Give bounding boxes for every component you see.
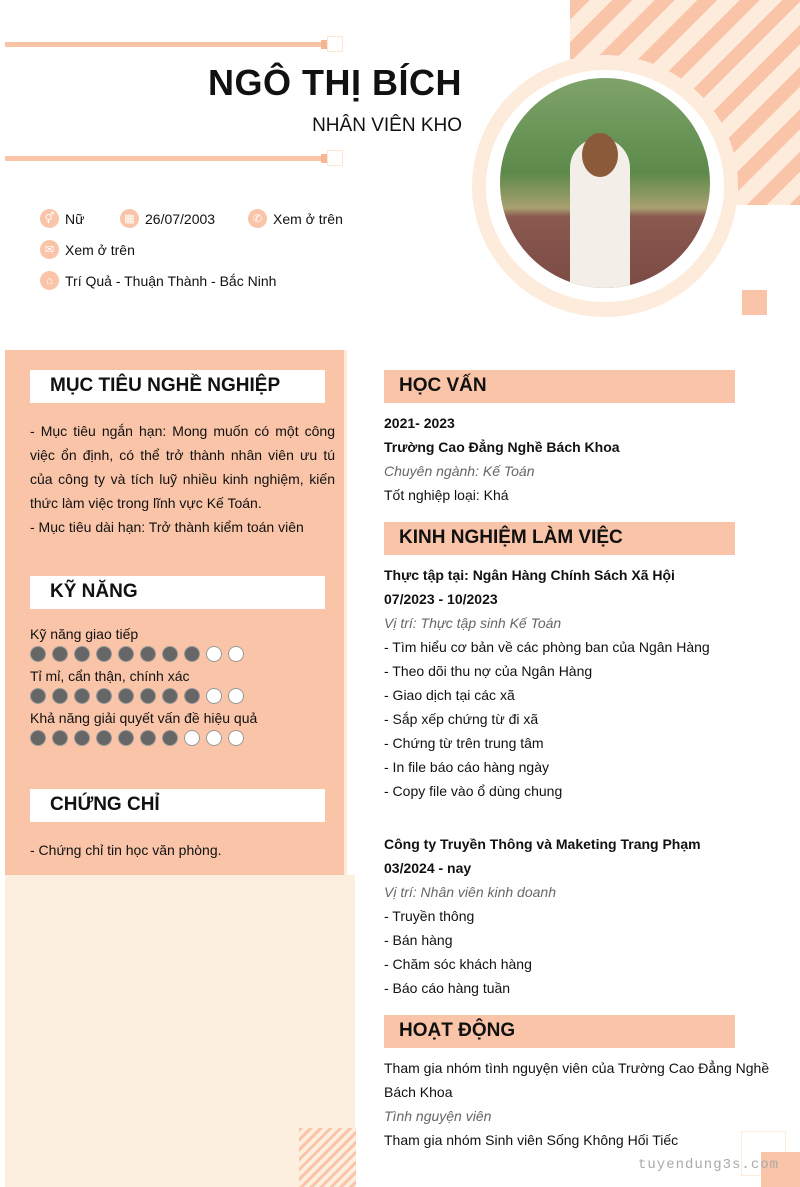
skill-rating	[30, 730, 330, 746]
address-info	[40, 271, 276, 290]
gender-icon: ⚥	[40, 209, 59, 228]
rating-dot	[96, 730, 112, 746]
rating-dot	[74, 688, 90, 704]
rating-dot	[30, 730, 46, 746]
objective-heading: MỤC TIÊU NGHỀ NGHIỆP	[30, 370, 325, 403]
line-end	[327, 150, 343, 166]
gender-info	[40, 209, 84, 228]
skills-list	[30, 626, 330, 752]
education-heading: HỌC VẤN	[384, 370, 735, 403]
phone-info	[248, 209, 343, 228]
job-task: - Sắp xếp chứng từ đi xã	[384, 711, 539, 727]
dob-value: 26/07/2003	[145, 210, 216, 227]
rating-dot	[74, 646, 90, 662]
job-task: - Chăm sóc khách hàng	[384, 956, 532, 972]
address-value: Trí Quả - Thuận Thành - Bắc Ninh	[65, 272, 277, 289]
rating-dot	[74, 730, 90, 746]
skill-name: Tỉ mỉ, cẩn thận, chính xác	[30, 668, 190, 684]
skill-rating	[30, 688, 330, 704]
job-title: NHÂN VIÊN KHO	[312, 115, 462, 136]
job-task: - Truyền thông	[384, 908, 475, 924]
job-task: - Theo dõi thu nợ của Ngân Hàng	[384, 663, 593, 679]
dob-info	[120, 209, 215, 228]
phone-value: Xem ở trên	[273, 210, 343, 227]
rating-dot	[162, 688, 178, 704]
rating-dot	[184, 730, 200, 746]
square-decoration	[742, 290, 767, 315]
education-section	[384, 411, 779, 507]
skill-name: Khả năng giải quyết vấn đề hiệu quả	[30, 710, 258, 726]
rating-dot	[30, 646, 46, 662]
job-company: Công ty Truyền Thông và Maketing Trang Phạm	[384, 836, 701, 852]
job-task: - Chứng từ trên trung tâm	[384, 735, 544, 751]
activity-1: Tham gia nhóm tình nguyện viên của Trường Cao Đẳng Nghề Bách Khoa	[384, 1060, 770, 1100]
header-line-top	[5, 42, 325, 47]
job-task: - Giao dịch tại các xã	[384, 687, 515, 703]
skill-rating	[30, 646, 330, 662]
line-end	[327, 36, 343, 52]
stripe-decoration-small	[299, 1128, 356, 1187]
rating-dot	[206, 688, 222, 704]
objective-long-term: - Mục tiêu dài hạn: Trở thành kiểm toán viên	[30, 519, 304, 535]
rating-dot	[118, 730, 134, 746]
email-value: Xem ở trên	[65, 241, 135, 258]
rating-dot	[184, 646, 200, 662]
certs-heading: CHỨNG CHỈ	[30, 789, 325, 822]
skills-heading: KỸ NĂNG	[30, 576, 325, 609]
gender-value: Nữ	[65, 210, 85, 227]
activities-heading: HOẠT ĐỘNG	[384, 1015, 735, 1048]
job-task: - Tìm hiểu cơ bản về các phòng ban của Ngân Hàng	[384, 639, 710, 655]
skill-item	[30, 626, 330, 662]
skill-item	[30, 710, 330, 746]
phone-icon: ✆	[248, 209, 267, 228]
home-icon: ⌂	[40, 271, 59, 290]
rating-dot	[96, 646, 112, 662]
rating-dot	[52, 646, 68, 662]
job-task: - Báo cáo hàng tuần	[384, 980, 511, 996]
rating-dot	[118, 688, 134, 704]
rating-dot	[162, 646, 178, 662]
rating-dot	[206, 646, 222, 662]
mail-icon: ✉	[40, 240, 59, 259]
rating-dot	[52, 730, 68, 746]
education-school: Trường Cao Đẳng Nghề Bách Khoa	[384, 439, 620, 455]
rating-dot	[228, 730, 244, 746]
objective-short-term: - Mục tiêu ngắn hạn: Mong muốn có một công việc ổn định, có thể trở thành nhân viên ưu tú của công ty và tích luỹ nhiều kinh nghiệm, kiến thức làm việc trong lĩnh vực Kế Toán.	[30, 423, 335, 511]
rating-dot	[206, 730, 222, 746]
rating-dot	[140, 730, 156, 746]
rating-dot	[228, 688, 244, 704]
education-period: 2021- 2023	[384, 415, 455, 431]
skill-item	[30, 668, 330, 704]
rating-dot	[162, 730, 178, 746]
experience-heading: KINH NGHIỆM LÀM VIỆC	[384, 522, 735, 555]
education-grade: Tốt nghiệp loại: Khá	[384, 487, 509, 503]
job-task: - Bán hàng	[384, 932, 453, 948]
skill-name: Kỹ năng giao tiếp	[30, 626, 139, 642]
education-major: Chuyên ngành: Kế Toán	[384, 463, 535, 479]
rating-dot	[140, 646, 156, 662]
cert-item: - Chứng chỉ tin học văn phòng.	[30, 842, 222, 858]
header-line-bottom	[5, 156, 325, 161]
activity-role: Tình nguyện viên	[384, 1108, 492, 1124]
email-info	[40, 240, 135, 259]
profile-photo	[500, 78, 710, 288]
rating-dot	[30, 688, 46, 704]
job-task: - In file báo cáo hàng ngày	[384, 759, 550, 775]
job-company: Thực tập tại: Ngân Hàng Chính Sách Xã Hội	[384, 567, 675, 583]
rating-dot	[96, 688, 112, 704]
job-entry	[384, 563, 779, 803]
job-entry	[384, 832, 779, 1000]
job-position: Vị trí: Thực tập sinh Kế Toán	[384, 615, 562, 631]
objective-text	[30, 419, 335, 539]
job-task: - Copy file vào ổ dùng chung	[384, 783, 563, 799]
calendar-icon: ▦	[120, 209, 139, 228]
activities-section	[384, 1056, 779, 1152]
watermark: tuyendung3s.com	[638, 1157, 780, 1173]
job-period: 07/2023 - 10/2023	[384, 591, 498, 607]
rating-dot	[52, 688, 68, 704]
job-period: 03/2024 - nay	[384, 860, 472, 876]
rating-dot	[118, 646, 134, 662]
rating-dot	[184, 688, 200, 704]
candidate-name: NGÔ THỊ BÍCH	[208, 62, 462, 103]
rating-dot	[228, 646, 244, 662]
activity-2: Tham gia nhóm Sinh viên Sống Không Hối Tiếc	[384, 1132, 679, 1148]
job-position: Vị trí: Nhân viên kinh doanh	[384, 884, 556, 900]
rating-dot	[140, 688, 156, 704]
